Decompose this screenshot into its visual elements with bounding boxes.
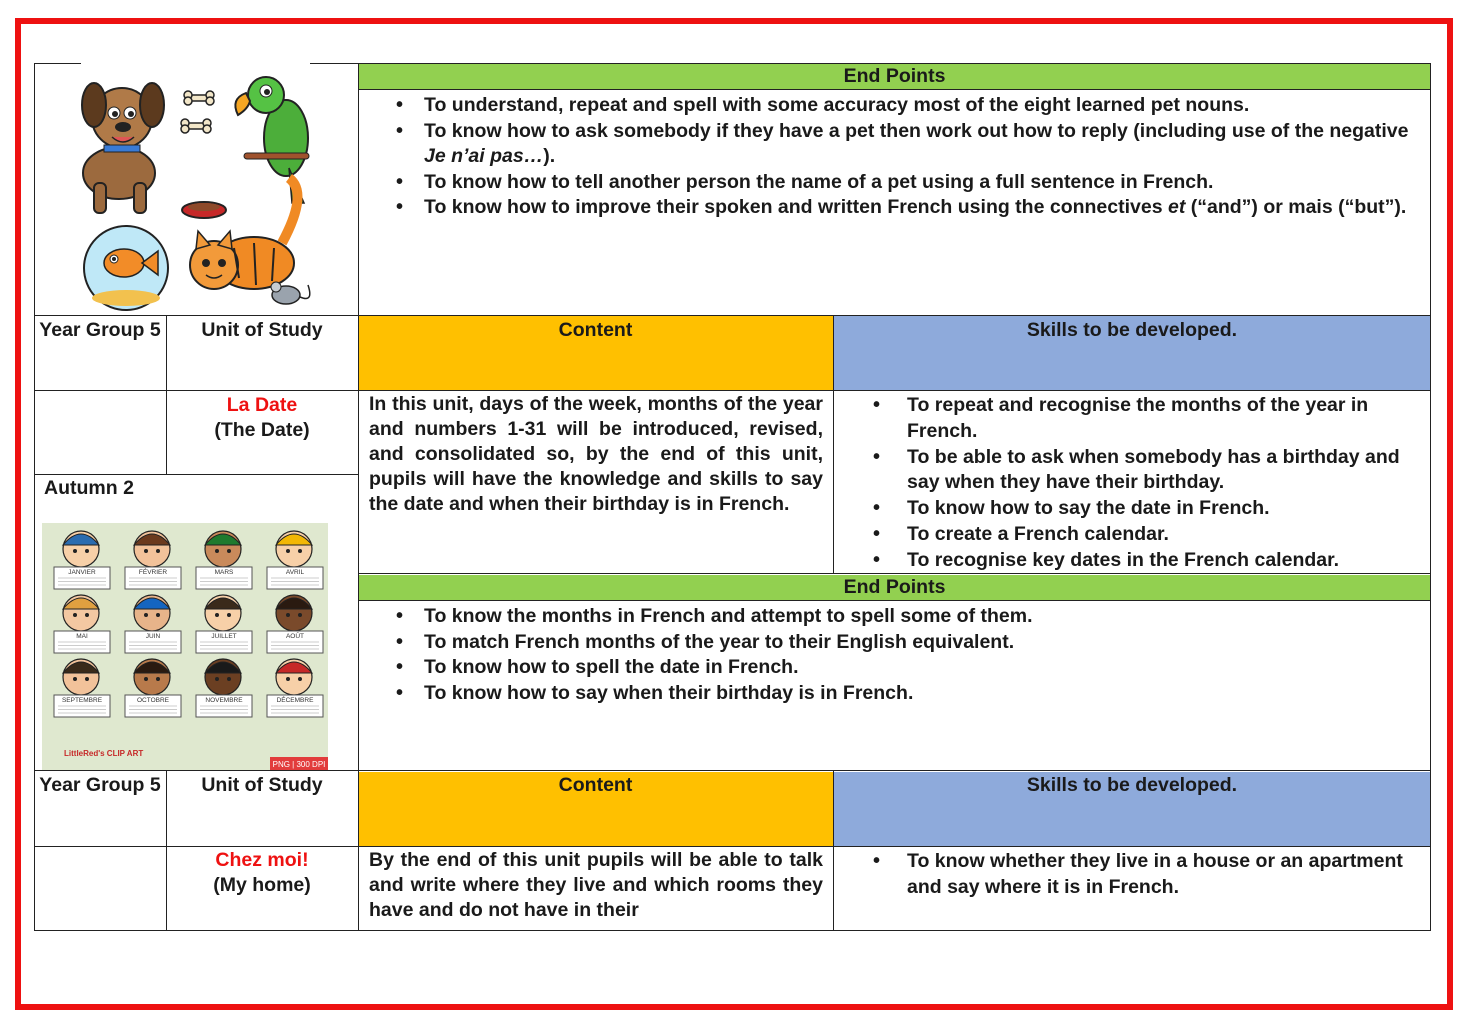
end-point-item: • To know the months in French and attempt to spell some of them. [358,604,1431,630]
month-label: MAI [76,633,88,640]
year-group-header: Year Group 5 [39,319,161,341]
skill-item: • To repeat and recognise the months of the year in French. [833,393,1419,445]
kid-eye-icon [227,677,231,681]
unit-title-chez-moi [166,848,358,930]
kid-eye-icon [73,549,77,553]
unit1-content: In this unit, days of the week, months of the year and numbers 1-31 will be introduced, revised, and consolidated so, by the end of this unit, pupils will have the knowledge and skills to say the date and when their birthday is in French. [369,393,823,515]
pets-clipart-image [34,63,358,315]
unit2-skills [833,848,1431,930]
kid-eye-icon [215,613,219,617]
dog-icon [82,83,164,213]
kid-eye-icon [85,677,89,681]
kid-eye-icon [298,677,302,681]
unit2-content: By the end of this unit pupils will be able to talk and write where they live and which rooms they have and do not have in their [369,849,823,921]
end-point-item: • To know how to spell the date in French. [358,655,1431,681]
kid-eye-icon [144,549,148,553]
unit-of-study-header-2: Unit of Study [201,774,323,796]
unit1-skills [833,392,1431,573]
kid-eye-icon [227,549,231,553]
end-points-list-2 [358,602,1431,770]
end-point-item: • To know how to say when their birthday is in French. [358,681,1431,707]
skills-header-2: Skills to be developed. [833,772,1431,846]
end-point-item: • To match French months of the year to their English equivalent. [358,630,1431,656]
kid-eye-icon [73,677,77,681]
term-label: Autumn 2 [44,477,134,499]
skill-item: • To be able to ask when somebody has a birthday and say when they have their birthday. [833,445,1419,497]
end-points-header-1-label: End Points [843,65,946,87]
month-label: AOÛT [285,633,305,640]
month-label: JUIN [145,633,161,640]
content-header-2: Content [358,772,833,846]
kid-eye-icon [215,677,219,681]
kid-eye-icon [156,677,160,681]
kid-eye-icon [73,613,77,617]
kid-eye-icon [144,677,148,681]
kid-eye-icon [156,613,160,617]
end-point-item: • To know how to ask somebody if they have a pet then work out how to reply (including use of the negative Je n’ai pas…). [358,119,1411,170]
year-group-header-2: Year Group 5 [39,774,161,796]
skill-item: • To know how to say the date in French. [833,496,1419,522]
kid-eye-icon [227,613,231,617]
food-bowl-icon [182,202,226,218]
month-label: AVRIL [285,569,305,576]
month-label: MARS [214,569,234,576]
month-label: JUILLET [211,633,237,640]
kid-eye-icon [85,549,89,553]
skill-item: • To recognise key dates in the French calendar. [833,548,1419,574]
end-point-item: • To know how to tell another person the name of a pet using a full sentence in French. [358,170,1411,196]
end-points-header-1 [358,63,1431,89]
unit-subtitle: (The Date) [214,419,310,441]
kid-eye-icon [286,677,290,681]
skill-item: • To know whether they live in a house or an apartment and say where it is in French. [833,849,1419,901]
calendar-kids-illustration [42,523,328,770]
unit-title: La Date [226,394,298,416]
unit-subtitle: (My home) [213,874,311,896]
month-label: DÉCEMBRE [276,697,314,704]
end-point-item: • To know how to improve their spoken and written French using the connectives et (“and”) or mais (“but”). [358,195,1411,221]
end-point-item: • To understand, repeat and spell with some accuracy most of the eight learned pet nouns. [358,93,1411,119]
unit-title-la-date [166,392,358,474]
kid-eye-icon [85,613,89,617]
mouse-icon [271,282,310,304]
kid-eye-icon [298,549,302,553]
image-tag: PNG | 300 DPI [272,760,326,769]
cat-icon [190,178,298,289]
bone-icon [181,91,214,133]
kid-eye-icon [286,613,290,617]
month-label: NOVEMBRE [205,697,243,704]
unit-of-study-header: Unit of Study [201,319,323,341]
kid-eye-icon [286,549,290,553]
kid-eye-icon [215,549,219,553]
image-brand: LittleRed's CLIP ART [64,749,144,758]
unit-title: Chez moi! [215,849,309,871]
fish-bowl-icon [84,226,168,310]
month-label: OCTOBRE [136,697,170,704]
kid-eye-icon [144,613,148,617]
skill-item: • To create a French calendar. [833,522,1419,548]
end-points-header-2: End Points [358,575,1431,600]
end-points-list-1 [358,91,1431,315]
pets-illustration [34,63,358,315]
month-label: FÉVRIER [138,569,168,576]
month-label: JANVIER [68,569,96,576]
kid-eye-icon [298,613,302,617]
calendar-kids-image [42,523,328,770]
kid-eye-icon [156,549,160,553]
month-label: SEPTEMBRE [61,697,103,704]
skills-header: Skills to be developed. [833,316,1431,390]
content-header: Content [358,316,833,390]
